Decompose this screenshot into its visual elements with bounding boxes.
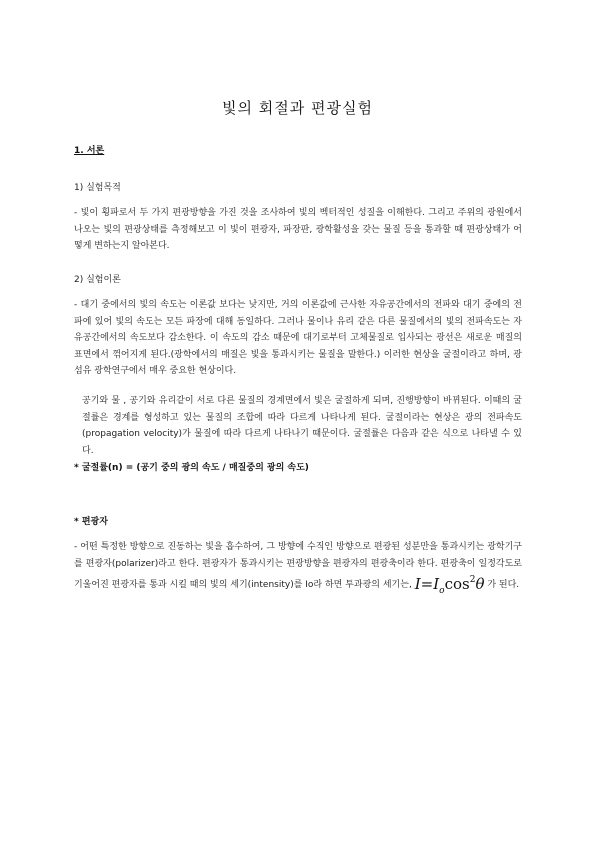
eq-lhs: I: [414, 575, 421, 593]
eq-intensity: I: [433, 575, 440, 593]
paragraph-purpose: - 빛이 횡파로서 두 가지 편광방향을 가진 것을 조사하여 빛의 벡터적인 성질을 이해한다. 그리고 주위의 광원에서 나오는 빛의 편광상태를 측정해보고 이 빛이 편광자, 파장판, 광학활성을 갖는 물질 등을 통과할 때 편광상태가 어떻게 변하는지 알아본다.: [74, 208, 522, 251]
eq-theta: θ: [475, 575, 485, 593]
paragraph-theory: - 대기 중에서의 빛의 속도는 이론값 보다는 낮지만, 거의 이론값에 근사한 자유공간에서의 전파와 대기 중에의 전파에 있어 빛의 속도는 모든 파장에 대해 동일하다. 그러나 물이나 유리 같은 다른 물질에서의 빛의 전파속도는 자유공간에서의 속도보다 감소한다. 이 속도의 감소 때문에 대기로부터 고체물질로 입사되는 광선은 새로운 매질의 표면에서 꺾어지게 된다.(광학에서의 매질은 빛을 통과시키는 물질을 말한다.) 이러한 현상을 굴절이라고 하며, 광섬유 광학연구에서 매우 중요한 현상이다.: [74, 300, 522, 376]
eq-equals: =: [420, 575, 434, 593]
polarizer-text: - 어떤 특정한 방향으로 진동하는 빛을 흡수하여, 그 방향에 수직인 방향으로 편광된 성분만을 통과시키는 광학기구를 편광자(polarizer)라고 한다. 편광자가 통과시키는 편광방향을 편광자의 편광축이라 한다. 편광축이 일정각도로 기울어진 편광자를 통과 시킬 때의 빛의 세기(intensity)를 Io라 하면 투과광의 세기는,: [74, 542, 522, 590]
paragraph-refraction: 공기와 물 , 공기와 유리같이 서로 다른 물질의 경계면에서 빛은 굴절하게 되며, 진행방향이 바뀌된다. 이때의 굴절률은 경계를 형성하고 있는 물질의 조합에 따라 다르게 나타나게 된다. 굴절이라는 현상은 광의 전파속도(propagation velocity)가 물질에 따라 다르게 나타나기 때문이다. 굴절률은 다음과 같은 식으로 나타낼 수 있다.: [82, 396, 522, 456]
section-heading-introduction: 1. 서론: [74, 146, 105, 156]
paragraph-polarizer: [74, 539, 522, 600]
heading-polarizer: * 편광자: [74, 517, 108, 527]
eq-cos: cos: [444, 575, 470, 593]
eq-subscript: o: [439, 586, 445, 596]
subheading-purpose: 1) 실험목적: [74, 183, 121, 193]
eq-power: 2: [469, 575, 476, 585]
refraction-index-formula: * 굴절률(n) = (공기 중의 광의 속도 / 매질중의 광의 속도): [74, 463, 309, 473]
polarizer-text-tail: 가 된다.: [487, 580, 520, 590]
document-title: 빛의 회절과 편광실험: [222, 99, 373, 117]
subheading-theory: 2) 실험이론: [74, 275, 121, 285]
malus-law-equation: [414, 575, 485, 596]
